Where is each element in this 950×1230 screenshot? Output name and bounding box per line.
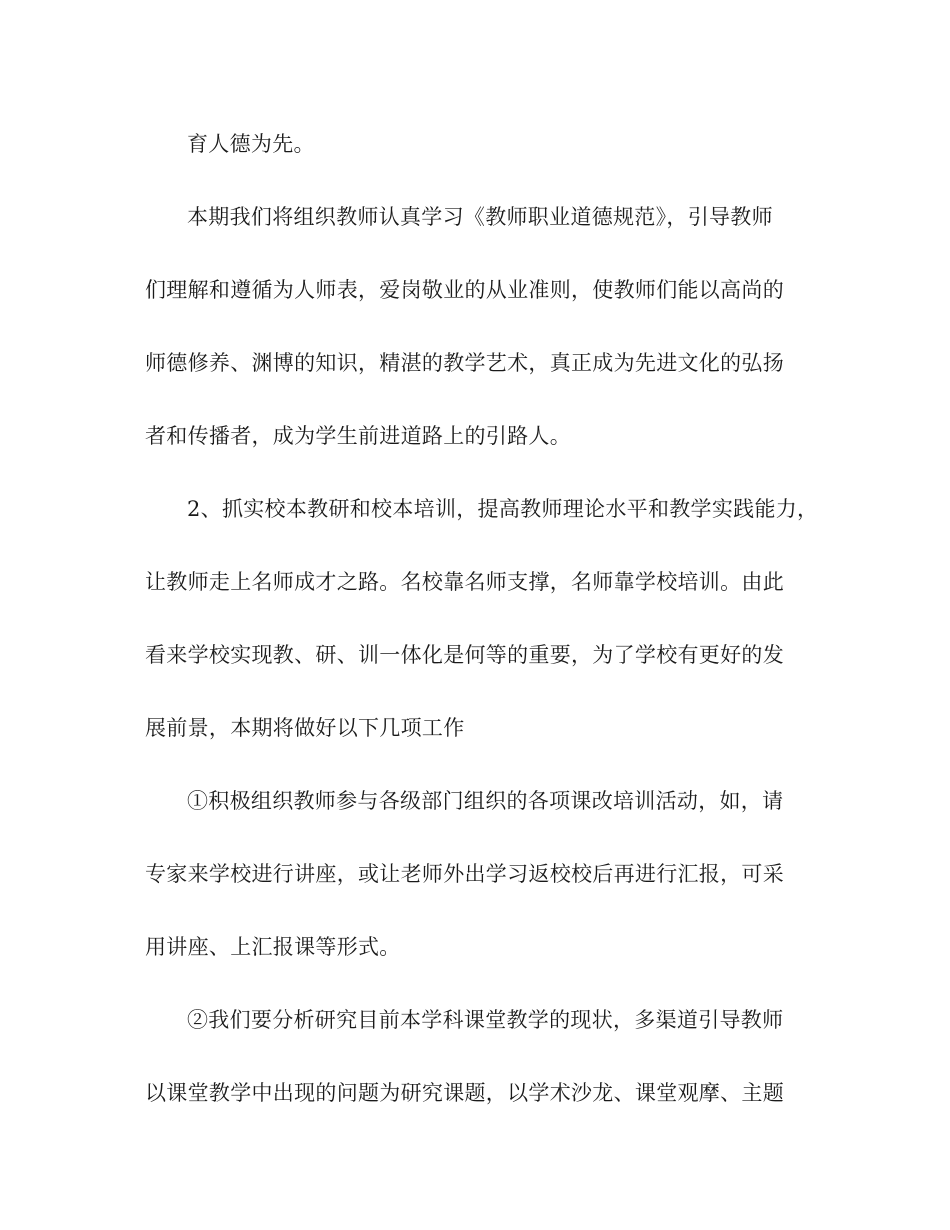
text-line-8: 看来学校实现教、研、训一体化是何等的重要，为了学校有更好的发	[145, 643, 784, 667]
text-line-5: 者和传播者，成为学生前进道路上的引路人。	[145, 424, 571, 448]
text-line-10: ①积极组织教师参与各级部门组织的各项课改培训活动，如，请	[187, 789, 784, 813]
text-line-13: ②我们要分析研究目前本学科课堂教学的现状，多渠道引导教师	[187, 1008, 784, 1032]
text-line-3: 们理解和遵循为人师表，爱岗敬业的从业准则，使教师们能以高尚的	[145, 278, 784, 302]
text-line-9: 展前景，本期将做好以下几项工作	[145, 716, 465, 740]
text-line-11: 专家来学校进行讲座，或让老师外出学习返校校后再进行汇报，可采	[145, 862, 784, 886]
text-line-7: 让教师走上名师成才之路。名校靠名师支撑，名师靠学校培训。由此	[145, 570, 784, 594]
text-line-1: 育人德为先。	[187, 132, 315, 156]
text-line-2: 本期我们将组织教师认真学习《教师职业道德规范》，引导教师	[187, 205, 773, 229]
text-line-14: 以课堂教学中出现的问题为研究课题，以学术沙龙、课堂观摩、主题	[145, 1081, 784, 1105]
text-line-4: 师德修养、渊博的知识，精湛的教学艺术，真正成为先进文化的弘扬	[145, 351, 784, 375]
text-line-12: 用讲座、上汇报课等形式。	[145, 935, 401, 959]
text-line-6: 2、抓实校本教研和校本培训，提高教师理论水平和教学实践能力，	[187, 497, 819, 521]
